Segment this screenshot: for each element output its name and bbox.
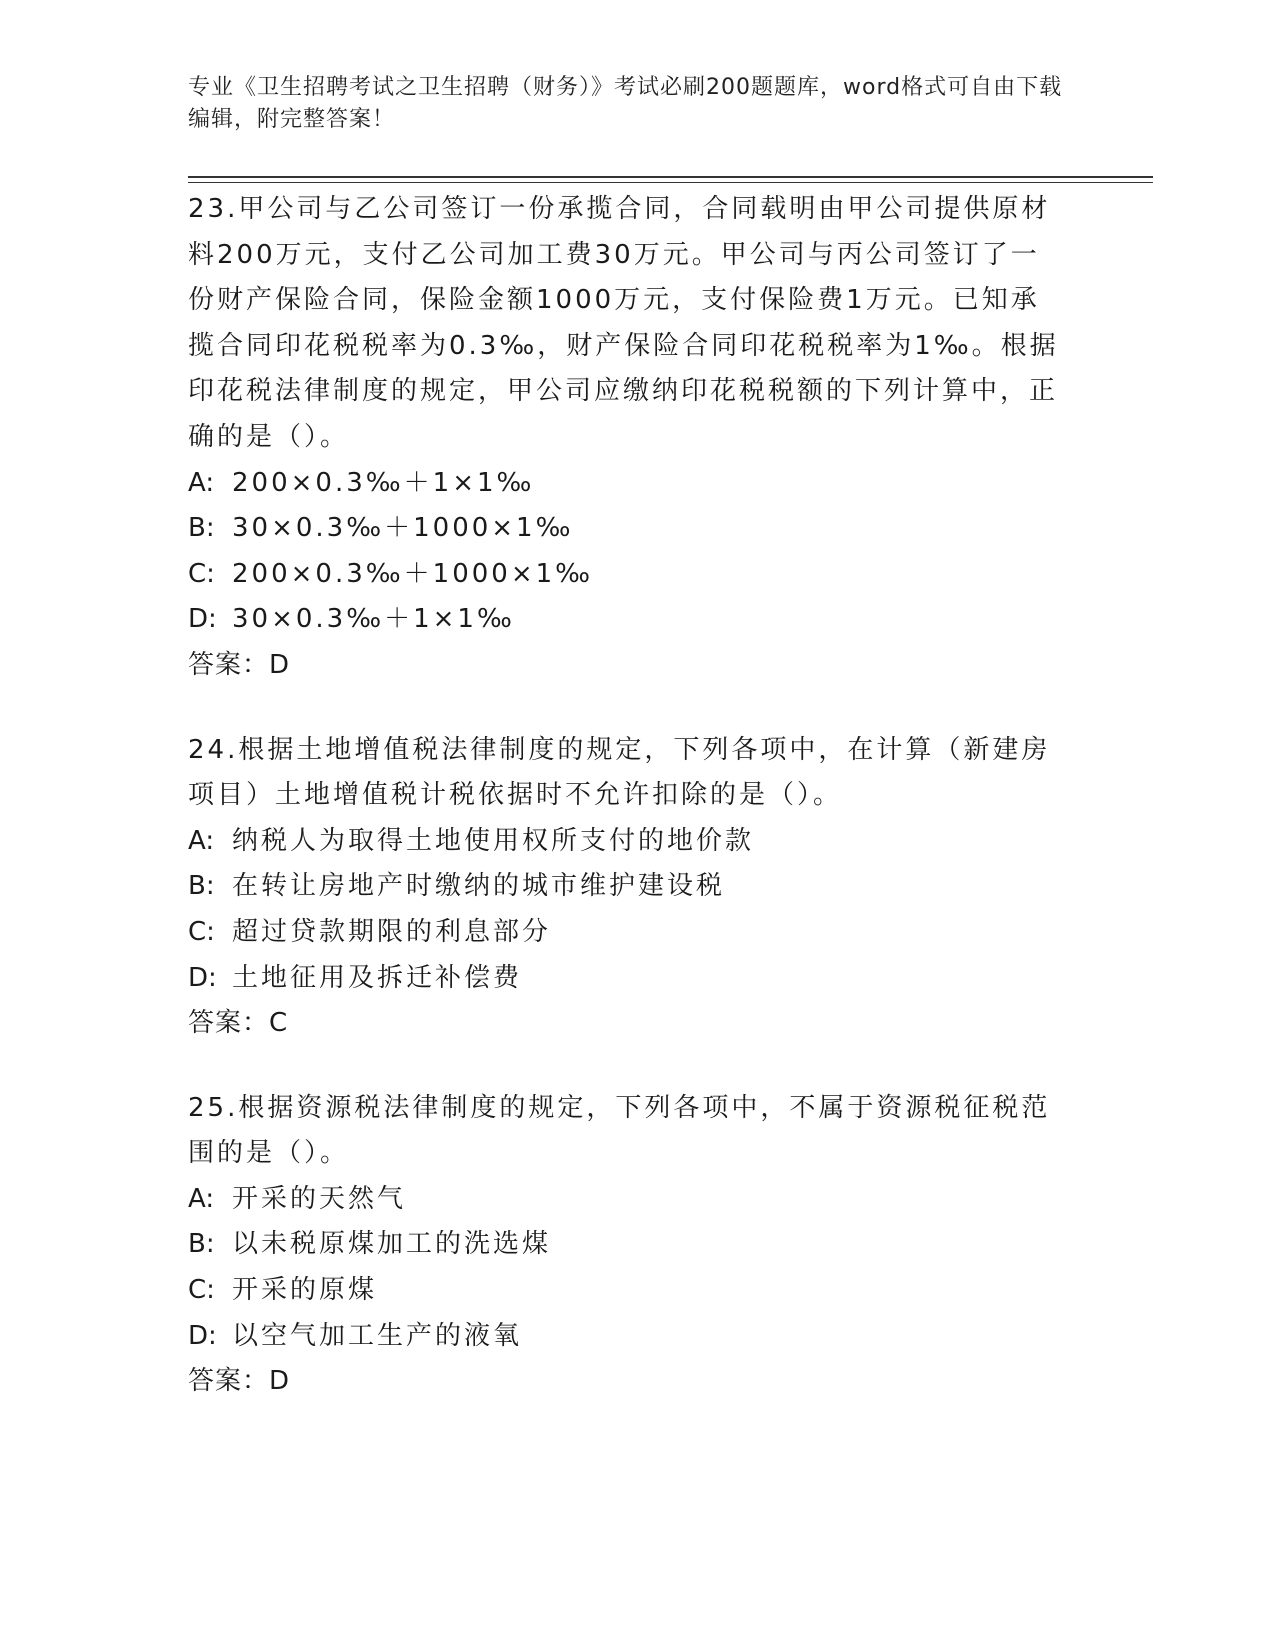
question-24 <box>188 728 1068 1047</box>
option-text: 开采的原煤 <box>232 1275 378 1306</box>
option-letter: D: <box>188 604 217 635</box>
option-text: 在转让房地产时缴纳的城市维护建设税 <box>232 871 726 902</box>
header-rule-thin <box>188 182 1153 183</box>
option-text: 土地征用及拆迁补偿费 <box>232 962 523 993</box>
option-d <box>188 1314 1068 1360</box>
option-text: 200×0.3‰＋1×1‰ <box>232 467 535 498</box>
option-c <box>188 1268 1068 1314</box>
document-header: 专业《卫生招聘考试之卫生招聘（财务）》考试必刷200题题库，word格式可自由下载编辑，附完整答案！ <box>188 75 1063 132</box>
header-rule-thick <box>188 176 1153 178</box>
option-letter: C: <box>188 916 215 947</box>
option-b <box>188 864 1068 910</box>
option-text: 超过贷款期限的利息部分 <box>232 916 552 947</box>
question-stem: 23.甲公司与乙公司签订一份承揽合同，合同载明由甲公司提供原材料200万元，支付乙公司加工费30万元。甲公司与丙公司签订了一份财产保险合同，保险金额1000万元，支付保险费1万元。已知承揽合同印花税税率为0.3‰，财产保险合同印花税税率为1‰。根据印花税法律制度的规定，甲公司应缴纳印花税税额的下列计算中，正确的是（）。 <box>188 194 1059 452</box>
option-text: 30×0.3‰＋1×1‰ <box>232 604 515 635</box>
option-d <box>188 597 1068 643</box>
option-b <box>188 1222 1068 1268</box>
option-a <box>188 819 1068 865</box>
option-letter: B: <box>188 513 215 544</box>
option-a <box>188 461 1068 507</box>
option-text: 200×0.3‰＋1000×1‰ <box>232 558 594 589</box>
option-d <box>188 956 1068 1002</box>
option-letter: A: <box>188 1183 215 1214</box>
answer-line: 答案：D <box>188 1366 291 1397</box>
option-text: 纳税人为取得土地使用权所支付的地价款 <box>232 825 755 856</box>
question-stem: 25.根据资源税法律制度的规定，下列各项中，不属于资源税征税范围的是（）。 <box>188 1092 1051 1169</box>
option-letter: A: <box>188 825 215 856</box>
option-letter: D: <box>188 962 217 993</box>
option-c <box>188 552 1068 598</box>
option-b <box>188 506 1068 552</box>
option-letter: D: <box>188 1320 217 1351</box>
option-letter: A: <box>188 467 215 498</box>
option-letter: C: <box>188 1275 215 1306</box>
option-letter: B: <box>188 1229 215 1260</box>
option-text: 30×0.3‰＋1000×1‰ <box>232 513 574 544</box>
option-c <box>188 910 1068 956</box>
option-text: 以未税原煤加工的洗选煤 <box>232 1229 552 1260</box>
question-list <box>188 187 1068 1444</box>
answer-line: 答案：D <box>188 649 291 680</box>
option-letter: C: <box>188 558 215 589</box>
question-25 <box>188 1086 1068 1405</box>
answer-line: 答案：C <box>188 1008 289 1039</box>
option-letter: B: <box>188 871 215 902</box>
question-23 <box>188 187 1068 689</box>
option-text: 以空气加工生产的液氧 <box>232 1320 523 1351</box>
question-stem: 24.根据土地增值税法律制度的规定，下列各项中，在计算（新建房项目）土地增值税计税依据时不允许扣除的是（）。 <box>188 734 1051 811</box>
option-text: 开采的天然气 <box>232 1183 407 1214</box>
option-a <box>188 1177 1068 1223</box>
